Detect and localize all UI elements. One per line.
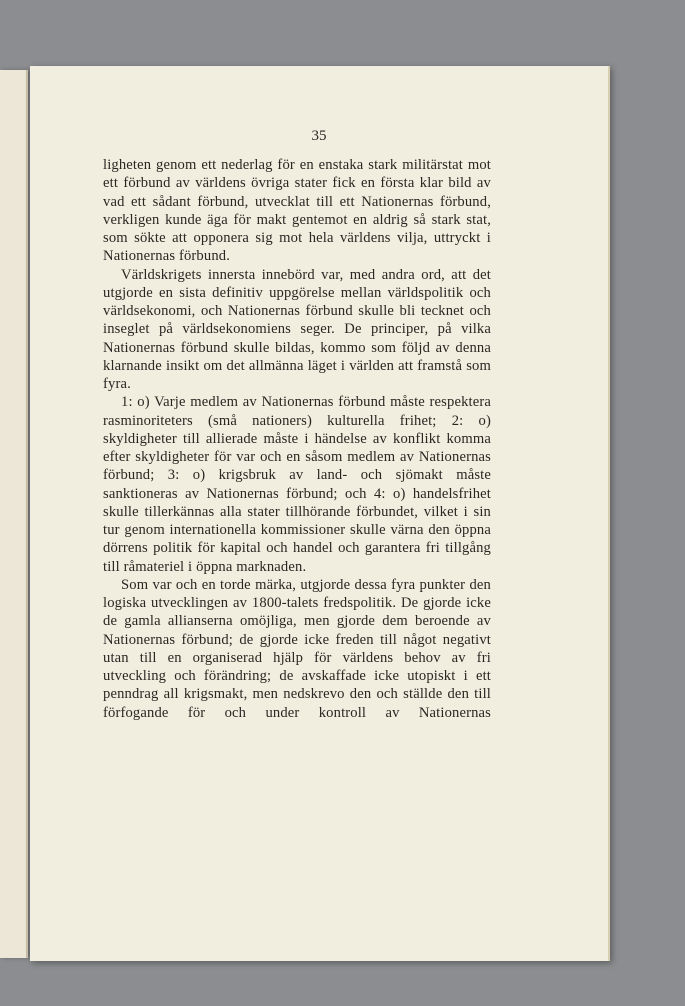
paragraph-4: Som var och en torde märka, utgjorde dessa fyra punkter den logiska utvecklingen av 1800-talets fredspolitik. De gjorde icke de gamla allianserna omöjliga, men gjorde dem beroende av Nationernas förbund; de gjorde icke freden till något negativt utan till en organiserad hjälp för världens behov av fri utveckling och förändring; de avskaffade icke utopiskt i ett penndrag all krigsmakt, men nedskrevo den och ställde den till förfogande för och under kontroll av Nationernas	[103, 576, 491, 721]
paragraph-2: Världskrigets innersta innebörd var, med andra ord, att det utgjorde en sista definitiv uppgörelse mellan världspolitik och världsekonomi, och Nationernas förbund skulle bli tecknet och inseglet på världsekonomiens seger. De principer, på vilka Nationernas förbund skulle bildas, kommo som följd av denna klarnande insikt om det allmänna läget i världen att framstå som fyra.	[103, 266, 491, 392]
book-page	[30, 66, 610, 961]
left-page-edge	[0, 70, 28, 958]
page-number: 35	[311, 128, 327, 144]
page-text	[103, 156, 491, 722]
paragraph-1: ligheten genom ett nederlag för en enstaka stark militärstat mot ett förbund av världens övriga stater fick en första klar bild av vad ett sådant förbund, utvecklat till ett Nationernas förbund, verkligen kunde äga för makt gentemot en aldrig så stark stat, som sökte att opponera sig mot hela världens vilja, uttryckt i Nationernas förbund.	[103, 157, 491, 265]
paragraph-3: 1: o) Varje medlem av Nationernas förbund måste respektera rasminoriteters (små nationers) kulturella frihet; 2: o) skyldigheter till allierade måste i händelse av konflikt komma efter skyldigheter för var och en såsom medlem av Nationernas förbund; 3: o) krigsbruk av land- och sjömakt måste sanktioneras av Nationernas förbund; och 4: o) handelsfrihet skulle tillerkännas alla stater tillhörande förbundet, vilket i sin tur genom internationella kommissioner skulle värna den öppna dörrens politik för kapital och handel och garantera fri tillgång till råmateriel i öppna marknaden.	[103, 394, 491, 575]
